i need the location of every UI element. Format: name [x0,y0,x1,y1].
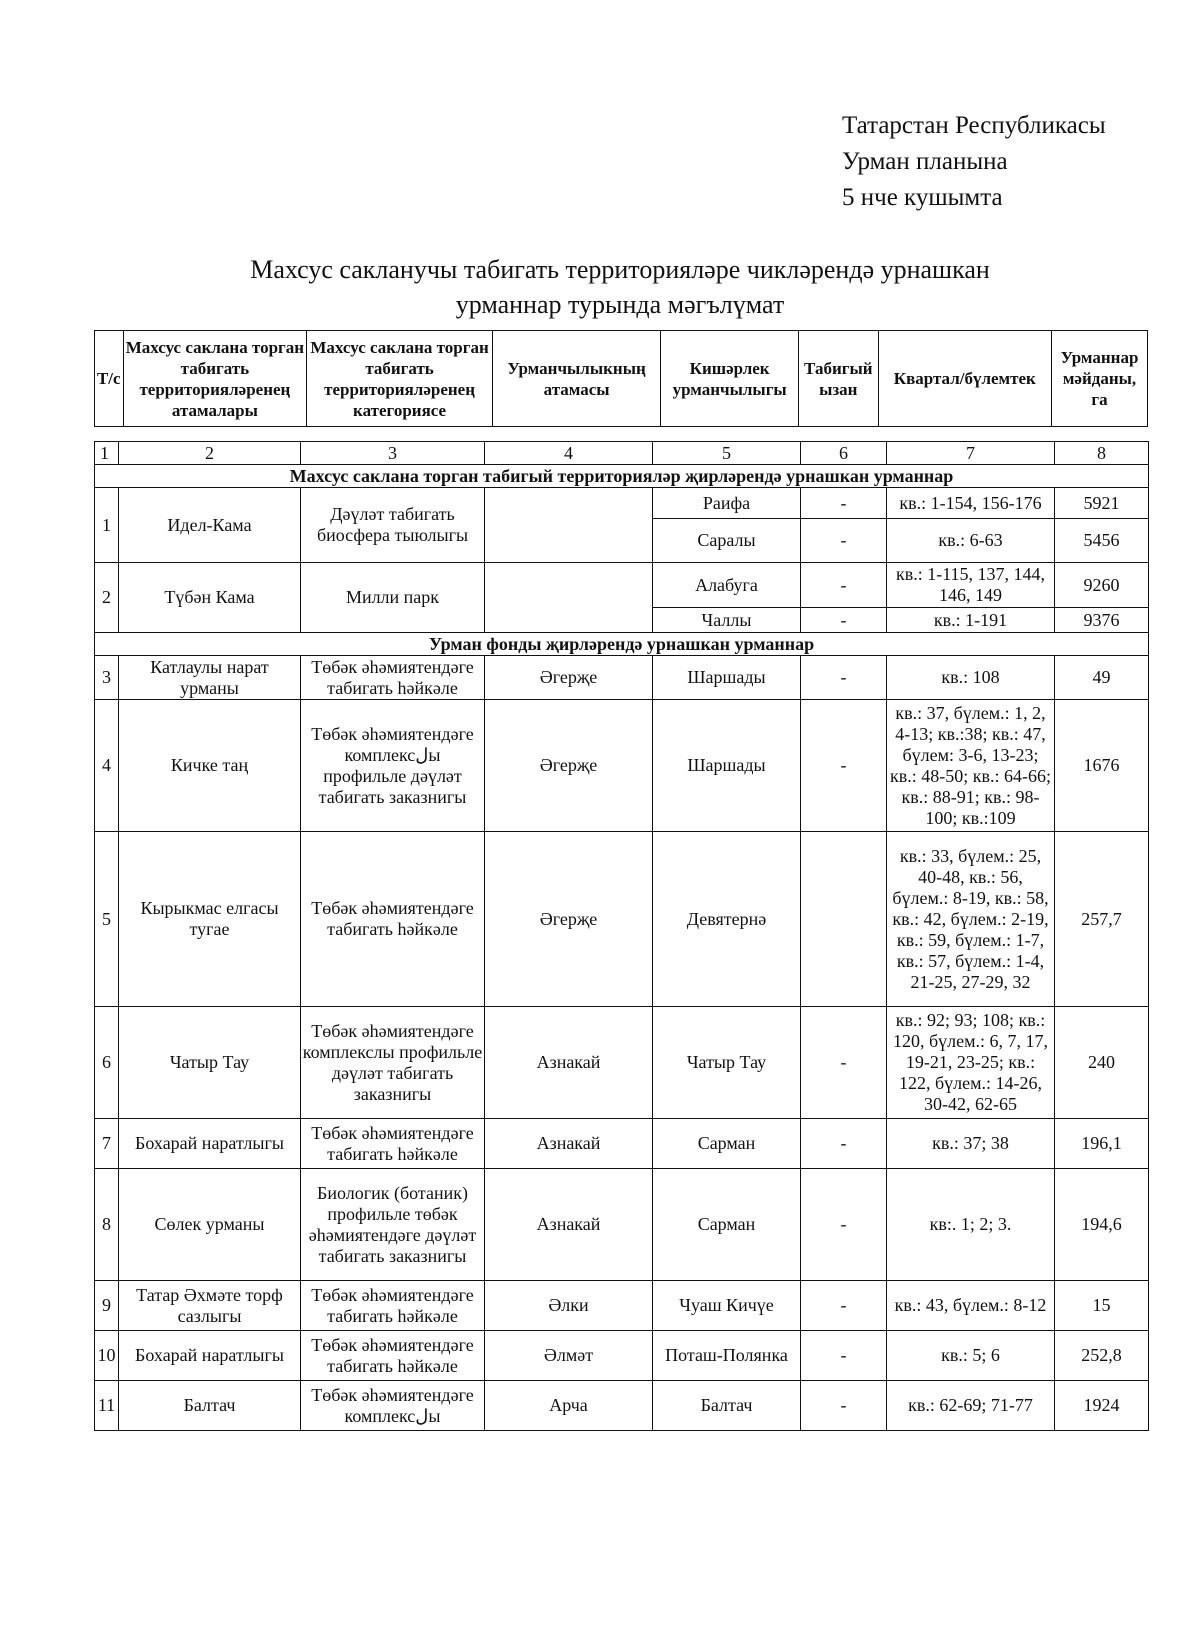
natural-tract: - [801,656,887,700]
col-number: 2 [119,442,301,465]
table-row [95,832,1149,1007]
quarter-section: кв.: 37, бүлем.: 1, 2, 4-13; кв.:38; кв.: 47, бүлем: 3-6, 13-23; кв.: 48-50; кв.: 64-66; кв.: 88-91; кв.: 98-100; кв.:109 [887,700,1055,832]
table-row [95,488,1149,519]
territory-name: Татар Әхмәте торф сазлыгы [119,1281,301,1331]
table-row [95,1119,1149,1169]
section-heading: Урман фонды җирләрендә урнашкан урманнар [95,633,1149,656]
row-number: 3 [95,656,119,700]
territory-category: Төбәк әһәмиятендәге табигать һәйкәле [301,1281,485,1331]
forestry-name: Әгерҗе [485,832,653,1007]
forest-area: 196,1 [1055,1119,1149,1169]
quarter-section: кв.: 1-191 [887,608,1055,633]
territory-name: Балтач [119,1381,301,1431]
appendix-header [842,108,1106,216]
territory-name: Түбән Кама [119,563,301,633]
table-row [95,1381,1149,1431]
natural-tract: - [801,1331,887,1381]
row-number: 11 [95,1381,119,1431]
forestry-name: Әлки [485,1281,653,1331]
col-number: 7 [887,442,1055,465]
data-table [94,441,1149,1431]
row-number: 6 [95,1007,119,1119]
col-header-tract: Табигый ызан [799,331,879,427]
col-number: 3 [301,442,485,465]
territory-category: Төбәк әһәмиятендәге табигать һәйкәле [301,1331,485,1381]
sub-forestry: Алабуга [653,563,801,608]
forestry-name: Әлмәт [485,1331,653,1381]
table-row [95,1331,1149,1381]
section-heading: Махсус саклана торган табигый территорияләр җирләрендә урнашкан урманнар [95,465,1149,488]
forest-area: 1676 [1055,700,1149,832]
quarter-section: кв.: 43, бүлем.: 8-12 [887,1281,1055,1331]
territory-category: Төбәк әһәмиятендәге табигать һәйкәле [301,832,485,1007]
col-header-sub-forestry: Кишәрлек урманчылыгы [661,331,799,427]
sub-forestry: Саралы [653,519,801,563]
natural-tract: - [801,1007,887,1119]
forestry-name: Азнакай [485,1007,653,1119]
col-header-category: Махсус саклана торган табигать территорияләренең категориясе [307,331,493,427]
col-number: 1 [95,442,119,465]
territory-category: Биологик (ботаник) профильле төбәк әһәмиятендәге дәүләт табигать заказнигы [301,1169,485,1281]
quarter-section: кв.: 6-63 [887,519,1055,563]
row-number: 8 [95,1169,119,1281]
territory-category: Дәүләт табигать биосфера тыюлыгы [301,488,485,563]
natural-tract [801,832,887,1007]
natural-tract: - [801,1281,887,1331]
sub-forestry: Сарман [653,1169,801,1281]
natural-tract: - [801,1169,887,1281]
forestry-name: Әгерҗе [485,700,653,832]
forestry-name: Азнакай [485,1119,653,1169]
sub-forestry: Сарман [653,1119,801,1169]
forest-area: 194,6 [1055,1169,1149,1281]
document-title [150,252,1090,322]
forest-area: 9376 [1055,608,1149,633]
quarter-section: кв.: 1-115, 137, 144, 146, 149 [887,563,1055,608]
row-number: 9 [95,1281,119,1331]
sub-forestry: Поташ-Полянка [653,1331,801,1381]
forest-area: 1924 [1055,1381,1149,1431]
sub-forestry: Девятернә [653,832,801,1007]
natural-tract: - [801,1119,887,1169]
table-row [95,563,1149,608]
forest-area: 9260 [1055,563,1149,608]
col-number: 6 [801,442,887,465]
quarter-section: кв.: 33, бүлем.: 25, 40-48, кв.: 56, бүлем.: 8-19, кв.: 58, кв.: 42, бүлем.: 2-19, кв.: 59, бүлем.: 1-7, кв.: 57, бүлем.: 1-4, 21-25, 27-29, 32 [887,832,1055,1007]
territory-category: Төбәк әһәмиятендәге комплексلы профильле дәүләт табигать заказнигы [301,700,485,832]
quarter-section: кв.: 37; 38 [887,1119,1055,1169]
natural-tract: - [801,563,887,608]
forest-area: 49 [1055,656,1149,700]
table-row [95,656,1149,700]
title-line-2: урманнар турында мәгълүмат [455,290,785,319]
territory-category: Төбәк әһәмиятендәге комплексلы [301,1381,485,1431]
row-number: 7 [95,1119,119,1169]
forestry-name [485,488,653,563]
sub-forestry: Чуаш Кичүе [653,1281,801,1331]
forestry-name: Азнакай [485,1169,653,1281]
natural-tract: - [801,608,887,633]
forestry-name: Арча [485,1381,653,1431]
quarter-section: кв:. 1; 2; 3. [887,1169,1055,1281]
row-number: 4 [95,700,119,832]
header-table [94,330,1148,427]
forest-area: 252,8 [1055,1331,1149,1381]
row-number: 1 [95,488,119,563]
territory-category: Төбәк әһәмиятендәге табигать һәйкәле [301,1119,485,1169]
natural-tract: - [801,700,887,832]
sub-forestry: Балтач [653,1381,801,1431]
table-row [95,1169,1149,1281]
quarter-section: кв.: 62-69; 71-77 [887,1381,1055,1431]
col-number: 8 [1055,442,1149,465]
sub-forestry: Чатыр Тау [653,1007,801,1119]
appendix-line-1: Татарстан Республикасы [842,112,1106,139]
natural-tract: - [801,519,887,563]
territory-name: Бохарай нaратлыгы [119,1331,301,1381]
territory-name: Кырыкмас елгасы тугае [119,832,301,1007]
territory-category: Төбәк әһәмиятендәге табигать һәйкәле [301,656,485,700]
sub-forestry: Шаршады [653,656,801,700]
natural-tract: - [801,488,887,519]
natural-tract: - [801,1381,887,1431]
territory-name: Бохарай нaратлыгы [119,1119,301,1169]
row-number: 10 [95,1331,119,1381]
sub-forestry: Чаллы [653,608,801,633]
col-header-area: Урманнар мәйданы, га [1052,331,1148,427]
column-number-row [95,442,1149,465]
territory-category: Милли парк [301,563,485,633]
table-row [95,700,1149,832]
territory-name: Сөлек урманы [119,1169,301,1281]
forest-area: 257,7 [1055,832,1149,1007]
territory-name: Идел-Кама [119,488,301,563]
col-header-name: Махсус саклана торган табигать территорияләренең атамалары [123,331,307,427]
quarter-section: кв.: 92; 93; 108; кв.: 120, бүлем.: 6, 7, 17, 19-21, 23-25; кв.: 122, бүлем.: 14-26, 30-42, 62-65 [887,1007,1055,1119]
row-number: 5 [95,832,119,1007]
forest-area: 5921 [1055,488,1149,519]
forest-area: 5456 [1055,519,1149,563]
quarter-section: кв.: 108 [887,656,1055,700]
quarter-section: кв.: 5; 6 [887,1331,1055,1381]
col-header-forestry: Урманчылыкның атамасы [492,331,660,427]
col-header-number: Т/с [95,331,124,427]
appendix-line-3: 5 нче кушымта [842,184,1003,211]
row-number: 2 [95,563,119,633]
table-row [95,1281,1149,1331]
forest-area: 240 [1055,1007,1149,1119]
table-row [95,1007,1149,1119]
territory-name: Катлаулы нарат урманы [119,656,301,700]
sub-forestry: Шаршады [653,700,801,832]
col-header-quarter: Квартал/бүлемтек [878,331,1051,427]
sub-forestry: Раифа [653,488,801,519]
col-number: 5 [653,442,801,465]
quarter-section: кв.: 1-154, 156-176 [887,488,1055,519]
territory-name: Кичке таң [119,700,301,832]
forestry-name [485,563,653,633]
forest-area: 15 [1055,1281,1149,1331]
title-line-1: Махсус сакланучы табигать территорияләре чикләрендә урнашкан [250,255,990,284]
appendix-line-2: Урман планына [842,148,1008,175]
territory-category: Төбәк әһәмиятендәге комплекслы профильле дәүләт табигать заказнигы [301,1007,485,1119]
territory-name: Чатыр Тау [119,1007,301,1119]
forestry-name: Әгерҗе [485,656,653,700]
col-number: 4 [485,442,653,465]
